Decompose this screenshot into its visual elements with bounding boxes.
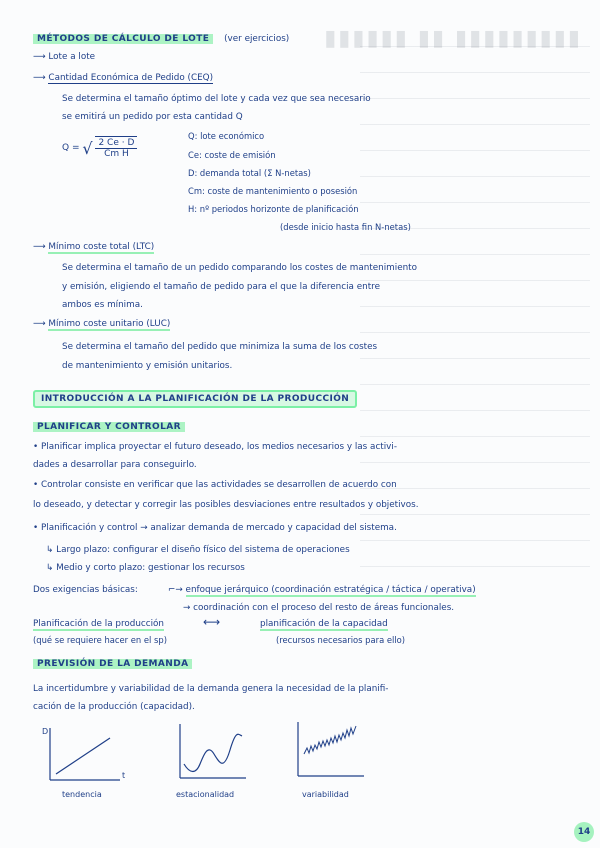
text-line: Se determina el tamaño óptimo del lote y cada vez que sea necesario	[62, 94, 371, 104]
plan-title: PLANIFICAR Y CONTROLAR	[33, 422, 185, 432]
arrow-right-icon: →	[183, 603, 191, 613]
definition: Cm: coste de mantenimiento o posesión	[188, 186, 358, 196]
pp-left-note: (qué se requiere hacer en el sp)	[33, 635, 167, 645]
formula-denominator: Cm H	[104, 149, 129, 159]
text-line: cación de la producción (capacidad).	[33, 702, 195, 712]
text-line: de mantenimiento y emisión unitarios.	[62, 361, 233, 371]
plan-heading	[33, 421, 185, 433]
bracket-arrow-icon: ⌐→	[168, 585, 183, 595]
text-line: se emitirá un pedido por esta cantidad Q	[62, 112, 243, 122]
section2-heading	[33, 393, 357, 405]
text-line: ↳ Medio y corto plazo: gestionar los recursos	[46, 563, 245, 573]
section1-title-note: (ver ejercicios)	[224, 34, 290, 44]
trend-graph	[40, 722, 130, 788]
list-item	[33, 72, 213, 84]
pp-right-note: (recursos necesarios para ello)	[276, 635, 406, 645]
luc-heading	[33, 318, 170, 330]
double-arrow-icon: ⟷	[203, 615, 221, 629]
axis-y-label: D	[42, 727, 49, 736]
arrow-right-icon: ⟶	[33, 319, 46, 329]
definition: Q: lote económico	[188, 131, 265, 141]
show-through-title: ▮▮▮▮▮▮ ▮▮ ▮▮▮▮▮▮▮▮▮	[324, 26, 582, 51]
section1-heading	[33, 33, 289, 45]
exigencia-item: ⌐→ enfoque jerárquico (coordinación estratégica / táctica / operativa)	[168, 585, 476, 595]
text-line: Se determina el tamaño de un pedido comparando los costes de mantenimiento	[62, 263, 418, 273]
seasonality-graph	[172, 720, 252, 786]
text-line: La incertidumbre y variabilidad de la demanda genera la necesidad de la planifi-	[33, 684, 389, 694]
formula-lhs: Q =	[62, 143, 80, 153]
page-number: 14	[574, 822, 594, 842]
exigencias-label: Dos exigencias básicas:	[33, 585, 138, 595]
text-line: lo deseado, y detectar y corregir las posibles desviaciones entre resultados y objetivos.	[33, 500, 419, 510]
formula-numerator: 2 Ce · D	[95, 138, 137, 149]
definition: H: nº periodos horizonte de planificación	[188, 204, 359, 214]
text-line: dades a desarrollar para conseguirlo.	[33, 460, 197, 470]
exigencia-item: → coordinación con el proceso del resto de áreas funcionales.	[183, 603, 455, 613]
graph-caption: variabilidad	[302, 790, 349, 799]
pp-right: planificación de la capacidad	[260, 619, 388, 629]
pp-left: Planificación de la producción	[33, 619, 165, 629]
ltc-heading	[33, 241, 154, 253]
text-line: y emisión, eligiendo el tamaño de pedido para el que la diferencia entre	[62, 282, 380, 292]
graph-caption: estacionalidad	[176, 790, 235, 799]
list-item	[33, 51, 95, 63]
demand-heading	[33, 658, 192, 670]
arrow-right-icon: ⟶	[33, 52, 46, 62]
arrow-right-icon: ⟶	[33, 73, 46, 83]
variability-graph	[290, 718, 370, 784]
item-label: Cantidad Económica de Pedido (CEQ)	[48, 73, 214, 83]
text-line: • Planificación y control → analizar demanda de mercado y capacidad del sistema.	[33, 523, 397, 533]
graph-caption: tendencia	[62, 790, 102, 799]
text-line: ambos es mínima.	[62, 300, 143, 310]
text-line: • Planificar implica proyectar el futuro deseado, los medios necesarios y las activi-	[33, 442, 397, 452]
text-line: • Controlar consiste en verificar que las actividades se desarrollen de acuerdo con	[33, 480, 397, 490]
item-label: Lote a lote	[48, 52, 96, 62]
luc-title: Mínimo coste unitario (LUC)	[48, 319, 171, 329]
ltc-title: Mínimo coste total (LTC)	[48, 242, 155, 252]
definition: Ce: coste de emisión	[188, 150, 276, 160]
text-line: Se determina el tamaño del pedido que minimiza la suma de los costes	[62, 342, 378, 352]
demand-title: PREVISIÓN DE LA DEMANDA	[33, 659, 192, 669]
definition: (desde inicio hasta fin N-netas)	[280, 222, 411, 232]
text-line: ↳ Largo plazo: configurar el diseño físico del sistema de operaciones	[46, 545, 350, 555]
definition: D: demanda total (Σ N-netas)	[188, 168, 311, 178]
section1-title: MÉTODOS DE CÁLCULO DE LOTE	[33, 34, 213, 44]
axis-x-label: t	[122, 771, 126, 780]
section2-title: INTRODUCCIÓN A LA PLANIFICACIÓN DE LA PRODUCCIÓN	[33, 390, 357, 408]
sqrt-icon: √	[82, 139, 93, 158]
arrow-right-icon: ⟶	[33, 242, 46, 252]
eoq-formula	[62, 136, 137, 159]
